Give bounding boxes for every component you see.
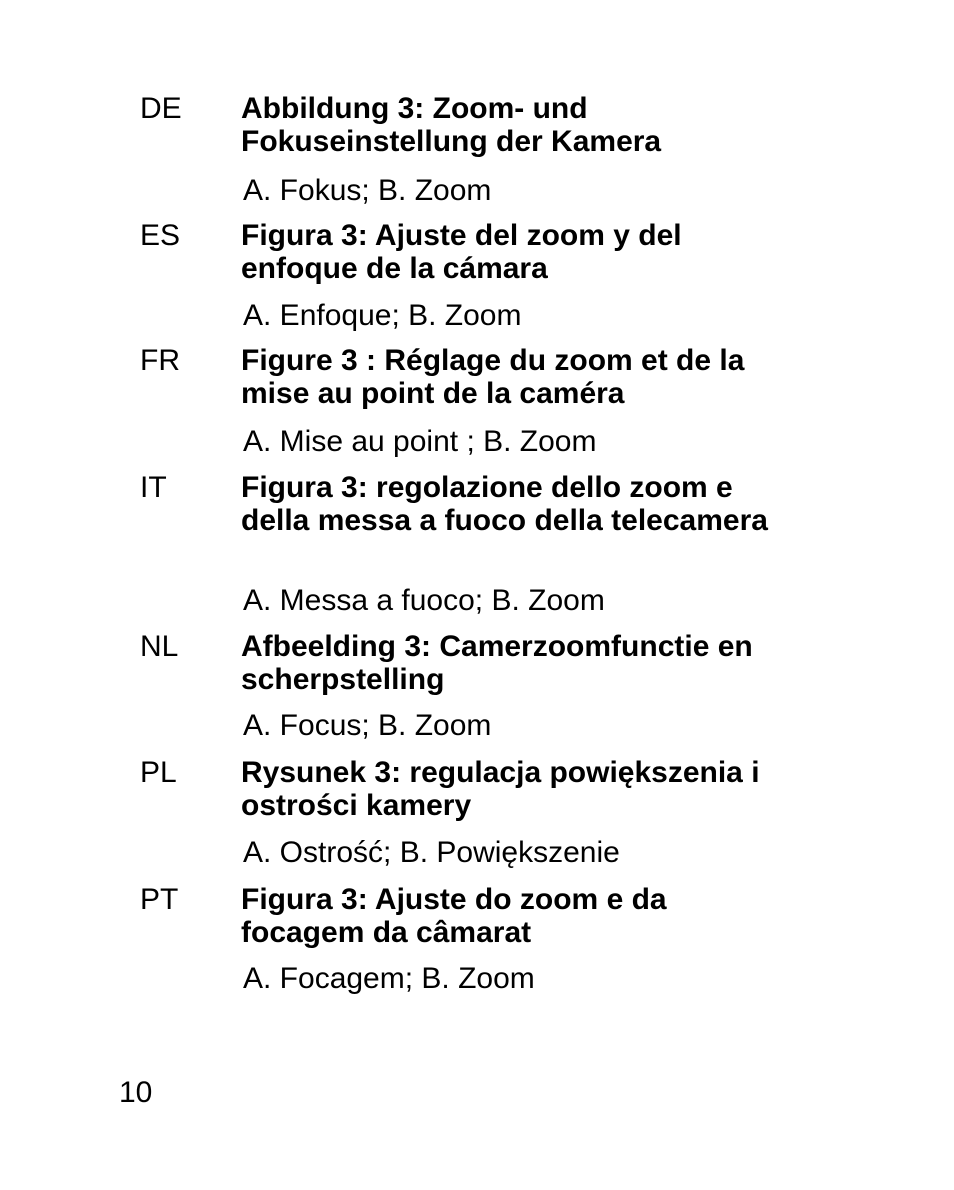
figure-title: Figura 3: regolazione dello zoom e della messa a fuoco della telecamera (241, 471, 768, 537)
figure-caption: A. Ostrość; B. Powiększenie (243, 836, 620, 869)
figure-caption: A. Mise au point ; B. Zoom (243, 425, 597, 458)
figure-caption: A. Focus; B. Zoom (243, 709, 492, 742)
figure-title: Afbeelding 3: Camerzoomfunctie en scherpstelling (241, 630, 753, 696)
figure-caption: A. Messa a fuoco; B. Zoom (243, 584, 605, 617)
figure-title: Figura 3: Ajuste del zoom y del enfoque de la cámara (241, 219, 682, 285)
language-code: FR (140, 344, 180, 377)
language-code: ES (140, 219, 181, 252)
figure-caption: A. Fokus; B. Zoom (243, 174, 492, 207)
figure-caption: A. Enfoque; B. Zoom (243, 299, 522, 332)
figure-title: Figura 3: Ajuste do zoom e da focagem da câmarat (241, 883, 667, 949)
figure-caption: A. Focagem; B. Zoom (243, 962, 535, 995)
page-number: 10 (119, 1076, 153, 1109)
language-code: IT (140, 471, 167, 504)
language-code: NL (140, 630, 179, 663)
language-code: PL (140, 756, 177, 789)
figure-title: Rysunek 3: regulacja powiększenia i ostrości kamery (241, 756, 760, 822)
language-code: DE (140, 92, 182, 125)
figure-title: Abbildung 3: Zoom- und Fokuseinstellung der Kamera (241, 92, 662, 158)
language-code: PT (140, 883, 179, 916)
figure-title: Figure 3 : Réglage du zoom et de la mise au point de la caméra (241, 344, 745, 410)
